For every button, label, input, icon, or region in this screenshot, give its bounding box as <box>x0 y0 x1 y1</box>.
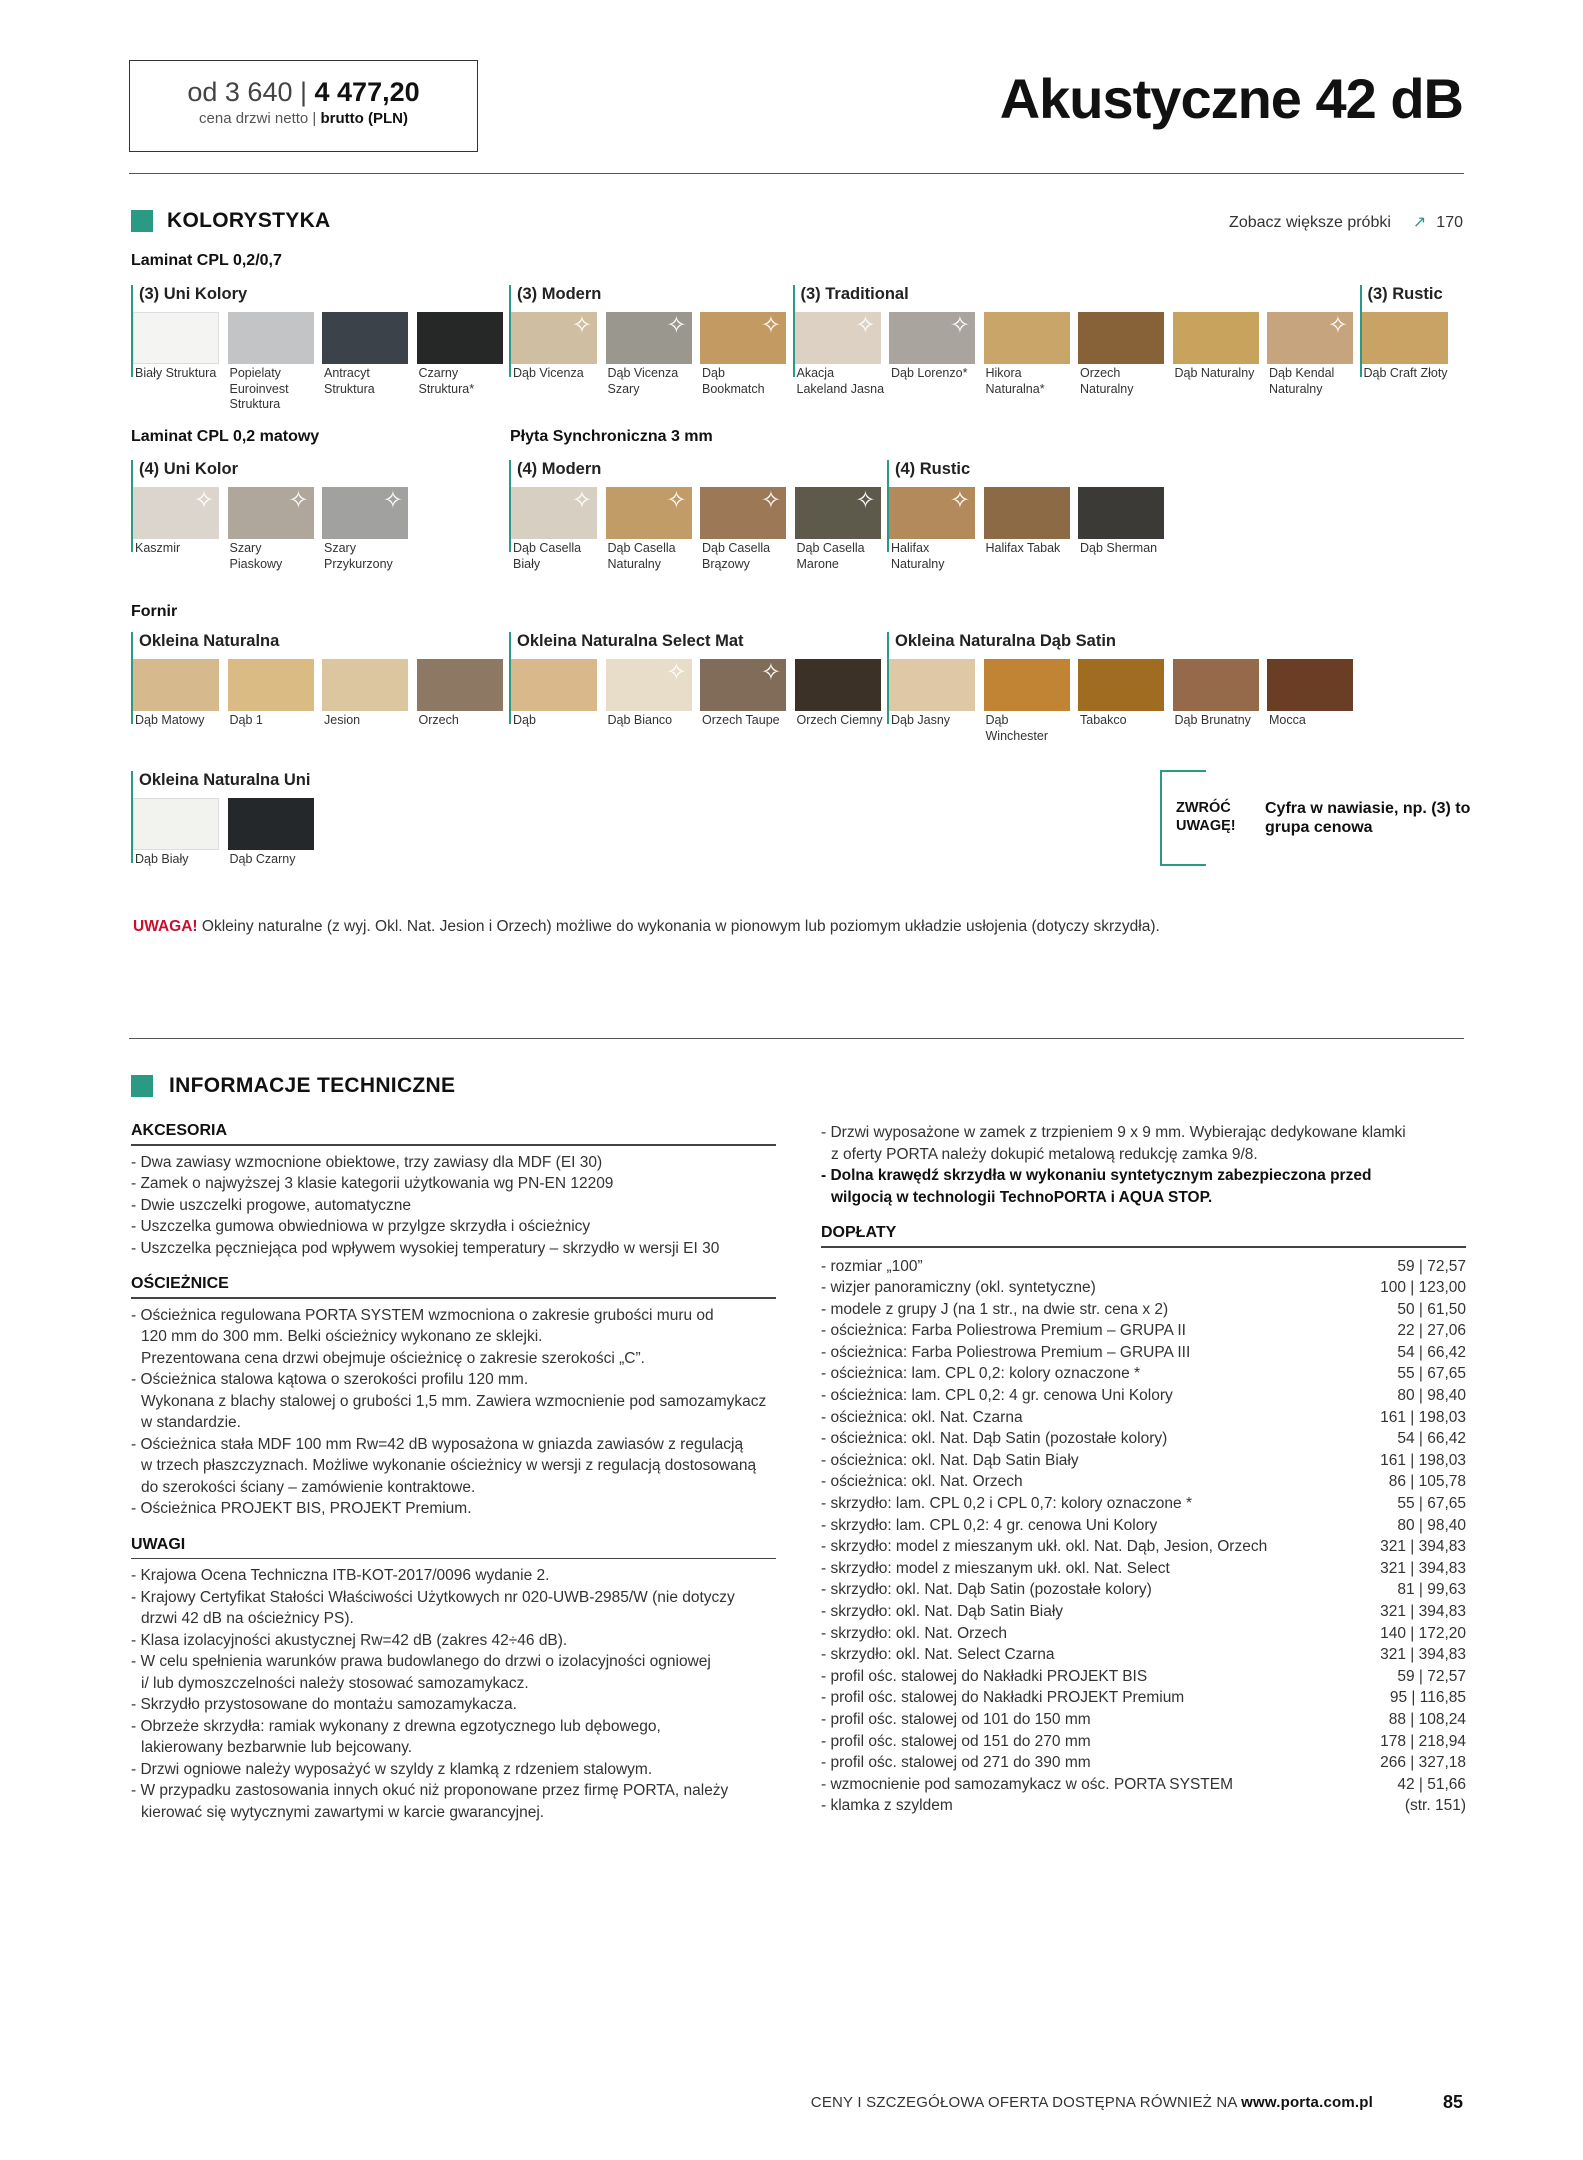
surcharge-price: 266 | 327,18 <box>1380 1754 1466 1772</box>
color-swatch[interactable] <box>984 659 1070 711</box>
swatch-group-label: (3) Rustic <box>1367 285 1443 303</box>
swatch-name: Czarny Struktura* <box>418 366 475 396</box>
list-line: - Dwa zawiasy wzmocnione obiektowe, trzy zawiasy dla MDF (EI 30) <box>131 1153 603 1171</box>
color-swatch[interactable] <box>322 487 408 539</box>
list-line: - Ościeżnica regulowana PORTA SYSTEM wzmocniona o zakresie grubości muru od <box>131 1306 714 1324</box>
color-swatch[interactable] <box>1267 659 1353 711</box>
surcharge-row <box>821 1795 1466 1817</box>
color-swatch[interactable] <box>795 659 881 711</box>
list-line: Wykonana z blachy stalowej o grubości 1,5 mm. Zawiera wzmocnienie pod samozamykacz <box>141 1392 767 1410</box>
intro-line-bold: - Dolna krawędź skrzydła w wykonaniu syntetycznym zabezpieczona przed <box>821 1167 1372 1184</box>
surcharge-price: 59 | 72,57 <box>1397 1667 1466 1685</box>
color-swatch[interactable] <box>606 312 692 364</box>
swatch-group-label: (3) Traditional <box>800 285 909 303</box>
surcharge-label: - wzmocnienie pod samozamykacz w ośc. PORTA SYSTEM <box>821 1775 1234 1793</box>
surcharge-row <box>821 1493 1466 1515</box>
surcharge-label: - profil ośc. stalowej do Nakładki PROJEKT BIS <box>821 1667 1148 1685</box>
color-swatch[interactable] <box>511 312 597 364</box>
sparkle-icon: ✧ <box>382 487 403 514</box>
zwroc-uwage-text: Cyfra w nawiasie, np. (3) to grupa cenowa <box>1265 800 1471 836</box>
doplaty-list <box>821 1256 1466 1817</box>
section-divider <box>129 1038 1464 1039</box>
sparkle-icon: ✧ <box>666 312 687 339</box>
surcharge-row <box>821 1731 1466 1753</box>
swatch-name: Dąb Sherman <box>1080 541 1158 555</box>
surcharge-price: 80 | 98,40 <box>1397 1516 1466 1534</box>
section-title-tech: INFORMACJE TECHNICZNE <box>169 1074 456 1097</box>
sparkle-icon: ✧ <box>571 487 592 514</box>
swatch-name: Dąb 1 <box>229 713 263 727</box>
surcharge-label: - ościeżnica: lam. CPL 0,2: kolory oznaczone * <box>821 1365 1141 1383</box>
surcharge-row <box>821 1515 1466 1537</box>
swatch-name: Halifax Naturalny <box>891 541 945 571</box>
heading-rule <box>821 1246 1466 1248</box>
more-samples-link[interactable] <box>1229 212 1463 232</box>
arrow-up-right-icon: ↗ <box>1412 214 1427 231</box>
surcharge-price: 321 | 394,83 <box>1380 1603 1466 1620</box>
surcharge-label: - ościeżnica: okl. Nat. Dąb Satin (pozostałe kolory) <box>821 1430 1168 1448</box>
swatch-name: Dąb Vicenza <box>513 366 584 380</box>
surcharge-label: - skrzydło: model z mieszanym ukł. okl. Nat. Select <box>821 1559 1170 1577</box>
list-line: w standardzie. <box>141 1414 241 1431</box>
swatch-name: Dąb Casella Marone <box>796 541 865 571</box>
sparkle-icon: ✧ <box>1327 312 1348 339</box>
color-swatch[interactable] <box>984 312 1070 364</box>
price-line: od 3 640 | 4 477,20 <box>187 77 420 107</box>
color-swatch[interactable] <box>1173 312 1259 364</box>
swatch-name: Dąb <box>513 713 536 727</box>
swatch-group-label: Okleina Naturalna Select Mat <box>517 632 744 650</box>
color-swatch[interactable] <box>511 659 597 711</box>
swatch-name: Dąb Lorenzo* <box>891 366 968 380</box>
section-marker <box>131 210 153 232</box>
surcharge-row <box>821 1299 1466 1321</box>
surcharge-label: - profil ośc. stalowej od 151 do 270 mm <box>821 1732 1091 1750</box>
heading-rule <box>131 1558 776 1560</box>
sparkle-icon: ✧ <box>288 487 309 514</box>
surcharge-label: - ościeżnica: Farba Poliestrowa Premium – GRUPA II <box>821 1322 1186 1340</box>
surcharge-row <box>821 1363 1466 1385</box>
color-swatch[interactable] <box>606 487 692 539</box>
color-swatch[interactable] <box>322 312 408 364</box>
surcharge-price: 54 | 66,42 <box>1397 1430 1466 1448</box>
akcesoria-heading: AKCESORIA <box>131 1122 228 1139</box>
surcharge-label: - ościeżnica: okl. Nat. Dąb Satin Biały <box>821 1451 1079 1469</box>
surcharge-label: - profil ośc. stalowej od 271 do 390 mm <box>821 1754 1091 1772</box>
swatch-name: Mocca <box>1269 713 1306 727</box>
swatch-name: Dąb Kendal Naturalny <box>1269 366 1335 396</box>
swatch-name: Dąb Vicenza Szary <box>607 366 679 396</box>
surcharge-label: - profil ośc. stalowej do Nakładki PROJEKT Premium <box>821 1689 1185 1707</box>
price-brutto: 4 477,20 <box>314 77 420 107</box>
color-swatch[interactable] <box>1267 312 1353 364</box>
list-line: - W przypadku zastosowania innych okuć niż proponowane przez firmę PORTA, należy <box>131 1782 729 1799</box>
swatch-name: Orzech Taupe <box>702 713 780 727</box>
surcharge-row <box>821 1407 1466 1429</box>
surcharge-row <box>821 1450 1466 1472</box>
surcharge-label: - skrzydło: model z mieszanym ukł. okl. Nat. Dąb, Jesion, Orzech <box>821 1538 1268 1556</box>
surcharge-price: 55 | 67,65 <box>1397 1365 1466 1383</box>
list-line: - Obrzeże skrzydła: ramiak wykonany z drewna egzotycznego lub dębowego, <box>131 1717 661 1735</box>
swatch-name: Dąb Matowy <box>135 713 205 727</box>
list-line: - W celu spełnienia warunków prawa budowlanego do drzwi o izolacyjności ogniowej <box>131 1653 711 1670</box>
surcharge-row <box>821 1644 1466 1666</box>
surcharge-price: 95 | 116,85 <box>1389 1689 1466 1707</box>
surcharge-price: 321 | 394,83 <box>1380 1646 1466 1664</box>
color-swatch[interactable] <box>1362 312 1448 364</box>
surcharge-price: 54 | 66,42 <box>1397 1343 1466 1361</box>
sparkle-icon: ✧ <box>760 312 781 339</box>
surcharge-price: 50 | 61,50 <box>1397 1300 1466 1318</box>
sparkle-icon: ✧ <box>760 659 781 686</box>
list-line: do szerokości ściany – zamówienie kontraktowe. <box>141 1478 476 1496</box>
surcharge-label: - ościeżnica: Farba Poliestrowa Premium – GRUPA III <box>821 1343 1191 1361</box>
surcharge-row <box>821 1601 1466 1623</box>
surcharge-label: - klamka z szyldem <box>821 1797 953 1815</box>
color-swatch[interactable] <box>606 659 692 711</box>
surcharge-row <box>821 1256 1466 1278</box>
surcharge-price: 80 | 98,40 <box>1397 1387 1466 1405</box>
sparkle-icon: ✧ <box>666 659 687 686</box>
sparkle-icon: ✧ <box>193 487 214 514</box>
surcharge-price: 321 | 394,83 <box>1380 1559 1466 1577</box>
swatch-group-label: (3) Uni Kolory <box>139 285 248 303</box>
surcharge-row <box>821 1320 1466 1342</box>
surcharge-label: - ościeżnica: okl. Nat. Orzech <box>821 1473 1023 1491</box>
akcesoria-list <box>131 1152 776 1260</box>
sparkle-icon: ✧ <box>855 487 876 514</box>
surcharge-price: 100 | 123,00 <box>1380 1279 1466 1297</box>
color-swatch[interactable] <box>700 659 786 711</box>
swatch-name: Jesion <box>324 713 361 727</box>
surcharge-label: - skrzydło: okl. Nat. Orzech <box>821 1624 1008 1642</box>
sparkle-icon: ✧ <box>855 312 876 339</box>
list-line: - Ościeżnica stała MDF 100 mm Rw=42 dB wyposażona w gniazda zawiasów z regulacją <box>131 1435 744 1453</box>
surcharge-row <box>821 1558 1466 1580</box>
swatch-name: Szary Przykurzony <box>324 541 393 571</box>
list-line: - Uszczelka pęczniejąca pod wpływem wysokiej temperatury – skrzydło w wersji EI 30 <box>131 1239 720 1257</box>
swatch-name: Kaszmir <box>135 541 181 555</box>
surcharge-price: 86 | 105,78 <box>1388 1473 1466 1491</box>
surcharge-label: - ościeżnica: lam. CPL 0,2: 4 gr. cenowa Uni Kolory <box>821 1387 1173 1405</box>
page-title: Akustyczne 42 dB <box>999 67 1463 130</box>
uwagi-list <box>131 1565 776 1823</box>
color-swatch[interactable] <box>228 659 314 711</box>
swatch-name: Akacja Lakeland Jasna <box>796 366 885 396</box>
surcharge-price: 22 | 27,06 <box>1397 1322 1466 1340</box>
warning-text: Okleiny naturalne (z wyj. Okl. Nat. Jesion i Orzech) możliwe do wykonania w pionowym lub poziomym układzie usłojenia (dotyczy skrzydła). <box>197 918 1160 935</box>
list-line: - Krajowa Ocena Techniczna ITB-KOT-2017/0096 wydanie 2. <box>131 1567 550 1584</box>
surcharge-price: (str. 151) <box>1404 1797 1466 1815</box>
color-swatch[interactable] <box>228 487 314 539</box>
doplaty-heading: DOPŁATY <box>821 1224 897 1241</box>
heading-rule <box>131 1297 776 1299</box>
heading-laminat-matowy: Laminat CPL 0,2 matowy <box>131 428 320 445</box>
surcharge-row <box>821 1666 1466 1688</box>
right-column <box>821 1122 1466 1817</box>
list-line: drzwi 42 dB na ościeżnicy PS). <box>141 1610 354 1627</box>
more-samples-label: Zobacz większe próbki <box>1229 214 1391 231</box>
swatch-name: Szary Piaskowy <box>229 541 283 571</box>
surcharge-price: 161 | 198,03 <box>1380 1451 1466 1469</box>
color-swatch[interactable] <box>1078 487 1164 539</box>
surcharge-row <box>821 1277 1466 1299</box>
surcharge-price: 59 | 72,57 <box>1397 1257 1466 1275</box>
swatch-group-label: (4) Uni Kolor <box>139 460 238 478</box>
footer-caption: CENY I SZCZEGÓŁOWA OFERTA DOSTĘPNA RÓWNIEŻ NA <box>810 2094 1242 2111</box>
surcharge-price: 140 | 172,20 <box>1380 1624 1466 1642</box>
surcharge-row <box>821 1385 1466 1407</box>
surcharge-row <box>821 1536 1466 1558</box>
surcharge-row <box>821 1774 1466 1796</box>
surcharge-label: - skrzydło: okl. Nat. Dąb Satin (pozostałe kolory) <box>821 1581 1152 1599</box>
sparkle-icon: ✧ <box>571 312 592 339</box>
list-line: - Zamek o najwyższej 3 klasie kategorii użytkowania wg PN-EN 12209 <box>131 1175 614 1192</box>
surcharge-row <box>821 1579 1466 1601</box>
swatch-name: Orzech Ciemny <box>796 713 883 727</box>
surcharge-label: - skrzydło: okl. Nat. Select Czarna <box>821 1646 1055 1664</box>
list-line: lakierowany bezbarwnie lub bejcowany. <box>141 1739 413 1756</box>
color-swatch[interactable] <box>322 659 408 711</box>
right-intro <box>821 1122 1466 1208</box>
surcharge-row <box>821 1752 1466 1774</box>
sparkle-icon: ✧ <box>949 487 970 514</box>
color-swatch[interactable] <box>1078 312 1164 364</box>
list-line: - Krajowy Certyfikat Stałości Właściwości Użytkowych nr 020-UWB-2985/W (nie dotyczy <box>131 1588 735 1606</box>
surcharge-row <box>821 1342 1466 1364</box>
list-line: - Dwie uszczelki progowe, automatyczne <box>131 1196 411 1214</box>
swatch-name: Dąb Casella Brązowy <box>702 541 771 571</box>
swatch-name: Dąb Biały <box>135 852 189 866</box>
swatch-name: Dąb Winchester <box>985 713 1049 743</box>
header-divider <box>129 173 1464 174</box>
swatch-name: Dąb Czarny <box>229 852 296 866</box>
warning-note <box>133 918 1160 936</box>
footer-text <box>811 2094 1373 2111</box>
oscieznice-heading: OŚCIEŻNICE <box>131 1275 229 1292</box>
swatch-group-label: (4) Rustic <box>895 460 971 478</box>
heading-rule <box>131 1144 776 1146</box>
swatch-group-label: (4) Modern <box>517 460 602 478</box>
color-swatch[interactable] <box>889 487 975 539</box>
section-marker <box>131 1075 153 1097</box>
swatch-name: Hikora Naturalna* <box>985 366 1045 396</box>
surcharge-label: - wizjer panoramiczny (okl. syntetyczne) <box>821 1279 1096 1297</box>
surcharge-row <box>821 1623 1466 1645</box>
price-netto: od 3 640 <box>187 77 293 107</box>
surcharge-price: 178 | 218,94 <box>1380 1732 1466 1750</box>
surcharge-row <box>821 1471 1466 1493</box>
surcharge-row <box>821 1428 1466 1450</box>
list-line: - Uszczelka gumowa obwiedniowa w przylgze skrzydła i ościeżnicy <box>131 1218 591 1235</box>
color-swatch[interactable] <box>133 659 219 711</box>
color-swatch[interactable] <box>228 312 314 364</box>
surcharge-label: - skrzydło: lam. CPL 0,2 i CPL 0,7: kolory oznaczone * <box>821 1495 1193 1513</box>
surcharge-label: - skrzydło: okl. Nat. Dąb Satin Biały <box>821 1603 1064 1620</box>
price-box <box>129 60 478 152</box>
color-swatch[interactable] <box>133 487 219 539</box>
warning-label: UWAGA! <box>133 918 198 935</box>
swatch-name: Dąb Casella Naturalny <box>607 541 676 571</box>
list-line: - Ościeżnica stalowa kątowa o szerokości profilu 120 mm. <box>131 1371 529 1388</box>
heading-plyta-synchroniczna: Płyta Synchroniczna 3 mm <box>510 428 713 445</box>
surcharge-label: - rozmiar „100” <box>821 1257 923 1275</box>
color-swatch[interactable] <box>1078 659 1164 711</box>
color-swatch[interactable] <box>228 798 314 850</box>
swatch-name: Dąb Naturalny <box>1174 366 1255 380</box>
surcharge-price: 161 | 198,03 <box>1380 1408 1466 1426</box>
color-swatch[interactable] <box>700 487 786 539</box>
color-swatch[interactable] <box>511 487 597 539</box>
swatch-name: Orzech Naturalny <box>1080 366 1134 396</box>
list-line: i/ lub dymoszczelności należy stosować samozamykacz. <box>141 1674 529 1692</box>
surcharge-label: - modele z grupy J (na 1 str., na dwie str. cena x 2) <box>821 1300 1169 1318</box>
swatch-name: Popielaty Euroinvest Struktura <box>229 366 289 411</box>
swatch-name: Antracyt Struktura <box>324 366 375 396</box>
price-caption-brutto: brutto (PLN) <box>320 110 408 127</box>
color-swatch[interactable] <box>889 312 975 364</box>
surcharge-label: - profil ośc. stalowej od 101 do 150 mm <box>821 1710 1091 1728</box>
color-swatch[interactable] <box>1173 659 1259 711</box>
color-swatch[interactable] <box>700 312 786 364</box>
price-caption: cena drzwi netto | brutto (PLN) <box>199 110 408 127</box>
surcharge-price: 81 | 99,63 <box>1397 1581 1466 1599</box>
page-number: 85 <box>1442 2092 1463 2112</box>
color-swatch[interactable] <box>417 659 503 711</box>
swatch-name: Dąb Bookmatch <box>702 366 765 396</box>
color-swatch[interactable] <box>133 798 219 850</box>
intro-line: z oferty PORTA należy dokupić metalową redukcję zamka 9/8. <box>831 1145 1258 1163</box>
sparkle-icon: ✧ <box>666 487 687 514</box>
swatch-name: Dąb Casella Biały <box>513 541 582 571</box>
intro-line: - Drzwi wyposażone w zamek z trzpieniem 9 x 9 mm. Wybierając dedykowane klamki <box>821 1124 1406 1141</box>
surcharge-price: 42 | 51,66 <box>1397 1775 1466 1793</box>
list-line: w trzech płaszczyznach. Możliwe wykonanie ościeżnicy w wersji z regulacją dostosowaną <box>141 1457 757 1474</box>
swatch-name: Dąb Craft Złoty <box>1363 366 1448 380</box>
price-caption-netto: cena drzwi netto <box>199 110 309 127</box>
color-swatch[interactable] <box>795 312 881 364</box>
swatch-group-label: Okleina Naturalna Dąb Satin <box>895 632 1116 650</box>
color-swatch[interactable] <box>417 312 503 364</box>
swatch-group-label: (3) Modern <box>517 285 602 303</box>
uwagi-heading: UWAGI <box>131 1535 186 1553</box>
list-line: - Ościeżnica PROJEKT BIS, PROJEKT Premium. <box>131 1500 472 1517</box>
sparkle-icon: ✧ <box>949 312 970 339</box>
left-column <box>131 1122 776 1823</box>
list-line: - Skrzydło przystosowane do montażu samozamykacza. <box>131 1696 517 1713</box>
surcharge-price: 55 | 67,65 <box>1397 1495 1466 1513</box>
footer-url[interactable]: www.porta.com.pl <box>1241 2094 1373 2111</box>
swatch-group-label: Okleina Naturalna Uni <box>139 771 311 789</box>
heading-laminat-cpl: Laminat CPL 0,2/0,7 <box>131 252 282 269</box>
heading-fornir: Fornir <box>131 603 178 620</box>
color-swatch[interactable] <box>984 487 1070 539</box>
sparkle-icon: ✧ <box>760 487 781 514</box>
list-line: Prezentowana cena drzwi obejmuje ościeżnicę o zakresie szerokości „C”. <box>141 1349 645 1367</box>
surcharge-row <box>821 1687 1466 1709</box>
color-swatch[interactable] <box>889 659 975 711</box>
swatch-name: Dąb Bianco <box>607 713 673 727</box>
oscieznice-list <box>131 1305 776 1520</box>
color-swatch[interactable] <box>795 487 881 539</box>
surcharge-row <box>821 1709 1466 1731</box>
list-line: - Klasa izolacyjności akustycznej Rw=42 dB (zakres 42÷46 dB). <box>131 1631 568 1649</box>
color-swatch[interactable] <box>133 312 219 364</box>
surcharge-label: - ościeżnica: okl. Nat. Czarna <box>821 1408 1023 1426</box>
section-title-kolorystyka: KOLORYSTYKA <box>167 209 331 232</box>
swatch-name: Dąb Jasny <box>891 713 951 727</box>
intro-line-bold: wilgocią w technologii TechnoPORTA i AQUA STOP. <box>831 1188 1213 1206</box>
swatch-name: Dąb Brunatny <box>1174 713 1251 727</box>
more-samples-page: 170 <box>1436 214 1463 231</box>
list-line: 120 mm do 300 mm. Belki ościeżnicy wykonano ze sklejki. <box>141 1328 543 1345</box>
surcharge-price: 321 | 394,83 <box>1380 1538 1466 1556</box>
swatch-name: Tabakco <box>1080 713 1127 727</box>
swatch-group-label: Okleina Naturalna <box>139 632 280 650</box>
swatch-name: Orzech <box>418 713 459 727</box>
surcharge-price: 88 | 108,24 <box>1388 1710 1466 1728</box>
swatch-name: Halifax Tabak <box>985 541 1061 555</box>
list-line: kierować się wytycznymi zawartymi w karcie gwarancyjnej. <box>141 1803 545 1821</box>
surcharge-label: - skrzydło: lam. CPL 0,2: 4 gr. cenowa Uni Kolory <box>821 1516 1158 1534</box>
swatch-name: Biały Struktura <box>135 366 217 380</box>
list-line: - Drzwi ogniowe należy wyposażyć w szyldy z klamką z rdzeniem stalowym. <box>131 1760 653 1778</box>
zwroc-uwage-label: ZWRÓĆ UWAGĘ! <box>1176 800 1236 834</box>
